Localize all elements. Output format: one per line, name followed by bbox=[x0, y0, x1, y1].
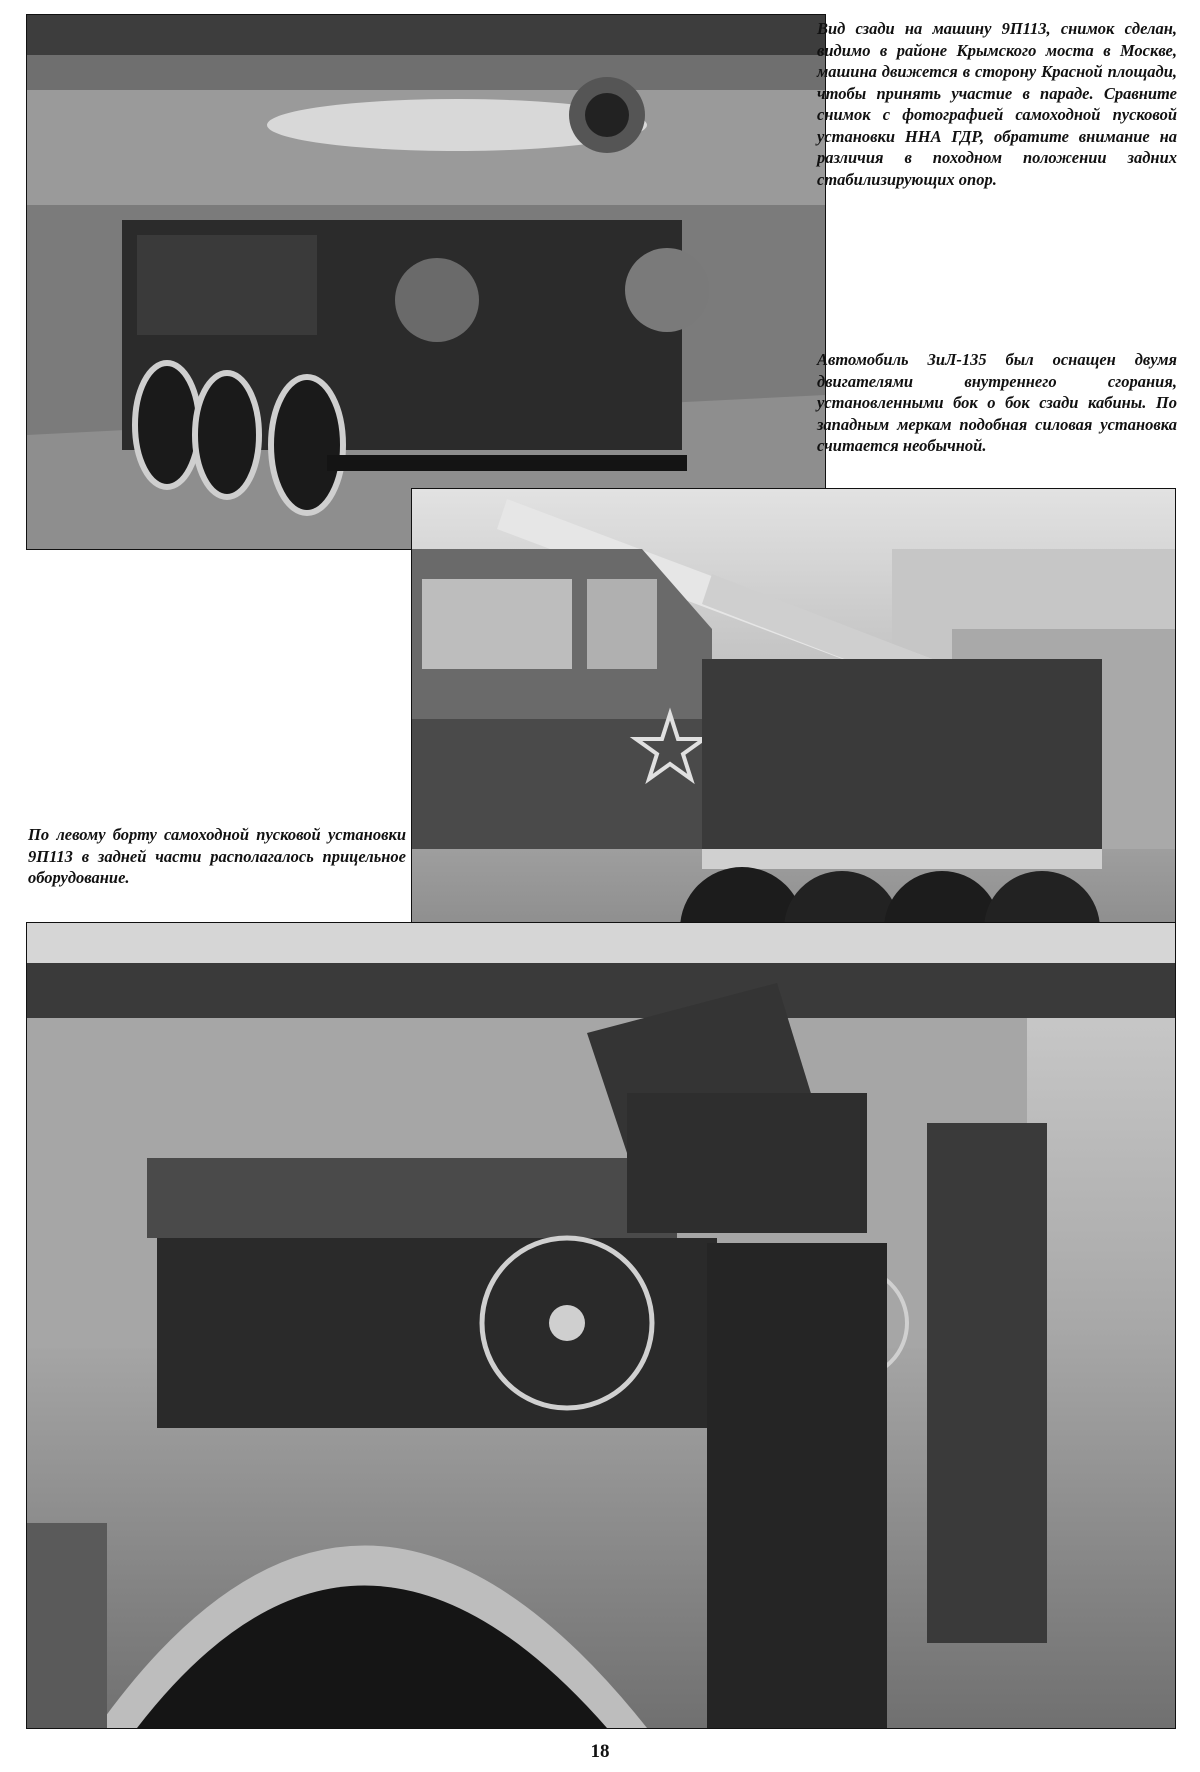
caption-sighting-equipment: По левому борту самоходной пусковой установки 9П113 в задней части располагалось прицельное оборудование. bbox=[28, 825, 406, 887]
photo-rear-view-launcher bbox=[26, 14, 826, 550]
caption-engines: Автомобиль ЗиЛ-135 был оснащен двумя двигателями внутреннего сгорания, установленными бок о бок сзади кабины. По западным меркам подобная силовая установка считается необычной. bbox=[817, 350, 1177, 455]
photo-rear-view-image bbox=[27, 15, 825, 549]
page-number: 18 bbox=[590, 1741, 610, 1762]
caption-rear-view: Вид сзади на машину 9П113, снимок сделан, видимо в районе Крымского моста в Москве, машина движется в сторону Красной площади, чтобы принять участие в параде. Сравните снимок с фотографией самоходной пусковой установки ННА ГДР, обратите внимание на различия в походном положении задних стабилизирующих опор. bbox=[817, 19, 1177, 189]
photo-sighting-equipment bbox=[26, 922, 1176, 1729]
photo-sighting-equipment-image bbox=[27, 923, 1175, 1728]
